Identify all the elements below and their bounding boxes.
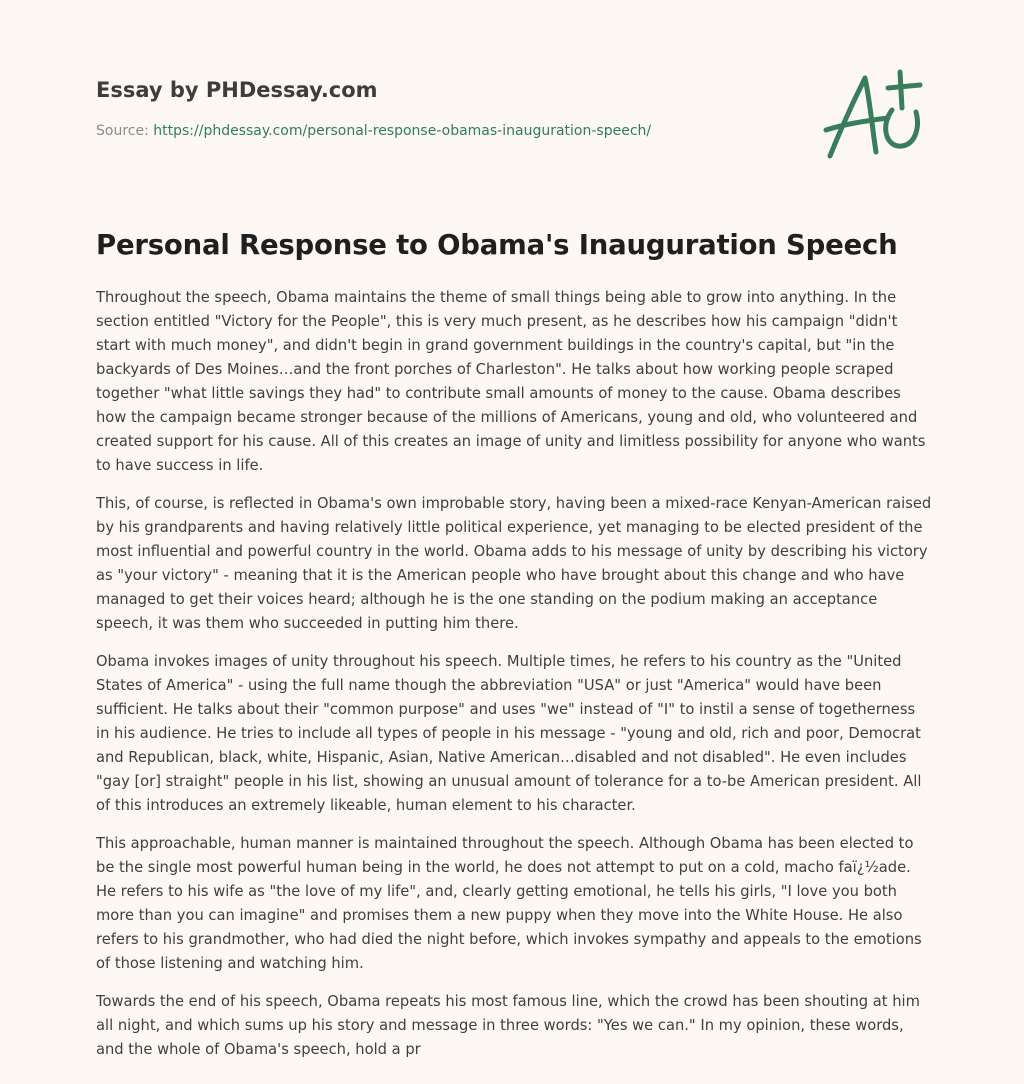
source-line	[96, 121, 796, 141]
page-header	[96, 76, 796, 141]
essay-body	[96, 286, 932, 1066]
essay-paragraph: Towards the end of his speech, Obama repeats his most famous line, which the crowd has been shouting at him all night, and which sums up his story and message in three words: "Yes we can." In my opinion, these words, and the whole of Obama's speech, hold a pr	[96, 993, 920, 1058]
essay-paragraph: Obama invokes images of unity throughout his speech. Multiple times, he refers to his country as the "United States of America" - using the full name though the abbreviation "USA" or just "America" would have been sufficient. He talks about their "common purpose" and uses "we" instead of "I" to instil a sense of togetherness in his audience. He tries to include all types of people in his message - "young and old, rich and poor, Democrat and Republican, black, white, Hispanic, Asian, Native American…disabled and not disabled". He even includes "gay [or] straight" people in his list, showing an unusual amount of tolerance for a to-be American president. All of this introduces an extremely likeable, human element to his character.	[96, 653, 922, 814]
essay-paragraph: This approachable, human manner is maintained throughout the speech. Although Obama has been elected to be the single most powerful human being in the world, he does not attempt to put on a cold, macho faï¿½ade. He refers to his wife as "the love of my life", and, clearly getting emotional, he tells his girls, "I love you both more than you can imagine" and promises them a new puppy when they move into the White House. He also refers to his grandmother, who had died the night before, which invokes sympathy and appeals to the emotions of those listening and watching him.	[96, 835, 922, 972]
essay-title: Personal Response to Obama's Inauguration Speech	[96, 229, 898, 261]
source-label: Source:	[96, 123, 149, 139]
source-link[interactable]: https://phdessay.com/personal-response-obamas-inauguration-speech/	[153, 123, 652, 139]
essay-paragraph: Throughout the speech, Obama maintains the theme of small things being able to grow into anything. In the section entitled "Victory for the People", this is very much present, as he describes how his campaign "didn't start with much money", and didn't begin in grand government buildings in the country's capital, but "in the backyards of Des Moines…and the front porches of Charleston". He talks about how working people scraped together "what little savings they had" to contribute small amounts of money to the cause. Obama describes how the campaign became stronger because of the millions of Americans, young and old, who volunteered and created support for his cause. All of this creates an image of unity and limitless possibility for anyone who wants to have success in life.	[96, 289, 926, 474]
essay-paragraph: This, of course, is reflected in Obama's own improbable story, having been a mixed-race Kenyan-American raised by his grandparents and having relatively little political experience, yet managing to be elected president of the most influential and powerful country in the world. Obama adds to his message of unity by describing his victory as "your victory" - meaning that it is the American people who have brought about this change and who have managed to get their voices heard; although he is the one standing on the podium making an acceptance speech, it was them who succeeded in putting him there.	[96, 495, 932, 632]
a-plus-grade-icon	[820, 66, 930, 166]
site-brand: Essay by PHDessay.com	[96, 78, 378, 102]
